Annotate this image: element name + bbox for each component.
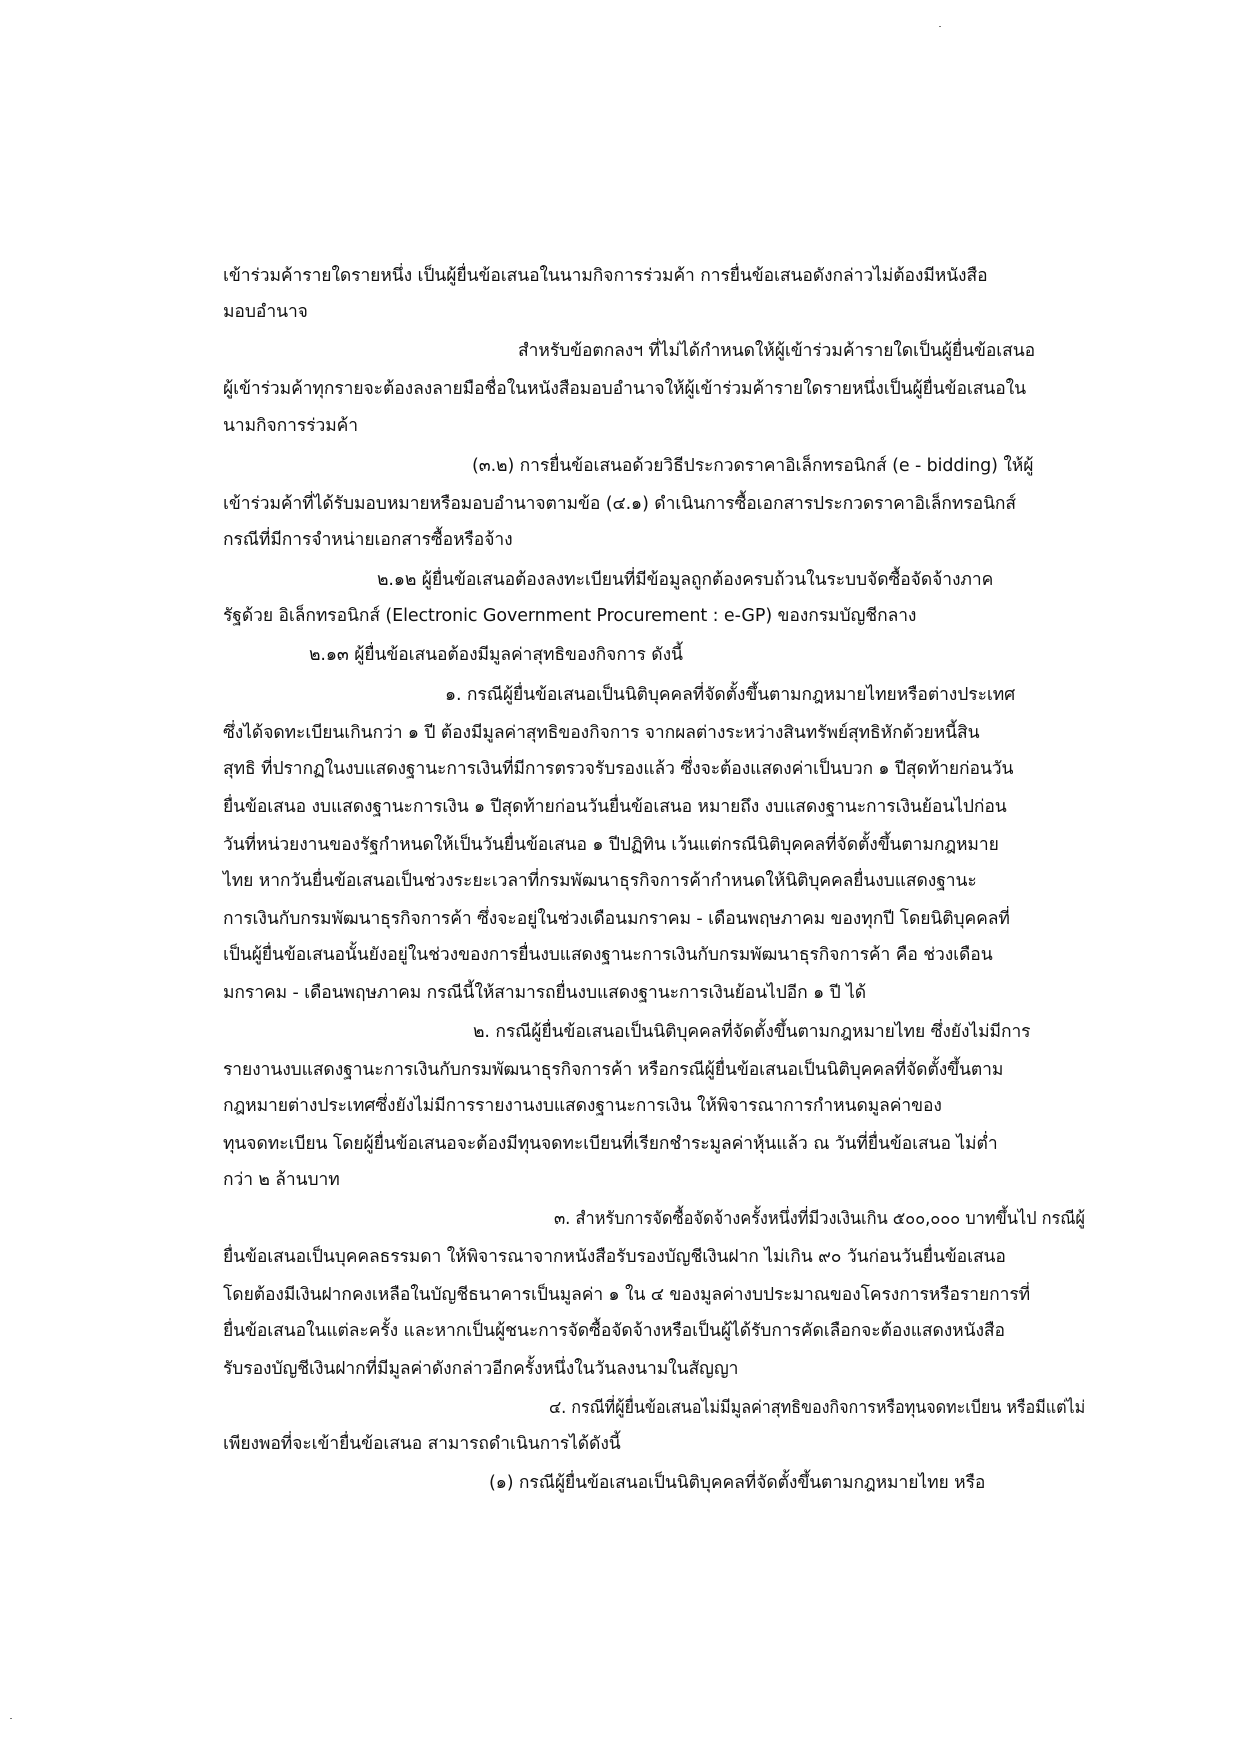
text-line: ๔. กรณีที่ผู้ยื่นข้อเสนอไม่มีมูลค่าสุทธิของกิจการหรือทุนจดทะเบียน หรือมีแต่ไม่ [549,1398,1086,1418]
text-line: ยื่นข้อเสนอ งบแสดงฐานะการเงิน ๑ ปีสุดท้ายก่อนวันยื่นข้อเสนอ หมายถึง งบแสดงฐานะการเงินย้อนไปก่อน [223,797,1007,817]
text-line: ซึ่งได้จดทะเบียนเกินกว่า ๑ ปี ต้องมีมูลค่าสุทธิของกิจการ จากผลต่างระหว่างสินทรัพย์สุทธิหักด้วยหนี้สิน [223,723,980,743]
text-line: การเงินกับกรมพัฒนาธุรกิจการค้า ซึ่งจะอยู่ในช่วงเดือนมกราคม - เดือนพฤษภาคม ของทุกปี โดยนิติบุคคลที่ [223,909,1010,929]
text-line: วันที่หน่วยงานของรัฐกำหนดให้เป็นวันยื่นข้อเสนอ ๑ ปีปฏิทิน เว้นแต่กรณีนิติบุคคลที่จัดตั้งขึ้นตามกฎหมาย [223,835,999,855]
text-line: ๒.๑๒ ผู้ยื่นข้อเสนอต้องลงทะเบียนที่มีข้อมูลถูกต้องครบถ้วนในระบบจัดซื้อจัดจ้างภาค [377,570,994,590]
text-line: มอบอำนาจ [223,302,308,322]
scan-speck [10,1718,12,1719]
text-line: (๑) กรณีผู้ยื่นข้อเสนอเป็นนิติบุคคลที่จัดตั้งขึ้นตามกฎหมายไทย หรือ [489,1473,986,1493]
text-line: นามกิจการร่วมค้า [223,416,358,436]
text-line: มกราคม - เดือนพฤษภาคม กรณีนี้ให้สามารถยื่นงบแสดงฐานะการเงินย้อนไปอีก ๑ ปี ได้ [223,983,867,1003]
text-line: ไทย หากวันยื่นข้อเสนอเป็นช่วงระยะเวลาที่กรมพัฒนาธุรกิจการค้ากำหนดให้นิติบุคคลยื่นงบแสดงฐานะ [223,871,977,891]
text-line: เพียงพอที่จะเข้ายื่นข้อเสนอ สามารถดำเนินการได้ดังนี้ [223,1434,621,1454]
text-line: เป็นผู้ยื่นข้อเสนอนั้นยังอยู่ในช่วงของการยื่นงบแสดงฐานะการเงินกับกรมพัฒนาธุรกิจการค้า คือ ช่วงเดือน [223,945,993,965]
text-line: ยื่นข้อเสนอในแต่ละครั้ง และหากเป็นผู้ชนะการจัดซื้อจัดจ้างหรือเป็นผู้ได้รับการคัดเลือกจะต้องแสดงหนังสือ [223,1321,1005,1341]
text-line: กว่า ๒ ล้านบาท [223,1170,340,1190]
text-line: เข้าร่วมค้ารายใดรายหนึ่ง เป็นผู้ยื่นข้อเสนอในนามกิจการร่วมค้า การยื่นข้อเสนอดังกล่าวไม่ต้องมีหนังสือ [223,266,988,286]
text-line: ๒.๑๓ ผู้ยื่นข้อเสนอต้องมีมูลค่าสุทธิของกิจการ ดังนี้ [309,645,683,665]
text-line: ๓. สำหรับการจัดซื้อจัดจ้างครั้งหนึ่งที่มีวงเงินเกิน ๕๐๐,๐๐๐ บาทขึ้นไป กรณีผู้ [554,1209,1085,1229]
scan-speck [939,26,941,27]
text-line: รัฐด้วย อิเล็กทรอนิกส์ (Electronic Government Procurement : e-GP) ของกรมบัญชีกลาง [223,606,917,626]
text-line: สุทธิ ที่ปรากฏในงบแสดงฐานะการเงินที่มีการตรวจรับรองแล้ว ซึ่งจะต้องแสดงค่าเป็นบวก ๑ ปีสุดท้ายก่อนวัน [223,759,1014,779]
text-line: สำหรับข้อตกลงฯ ที่ไม่ได้กำหนดให้ผู้เข้าร่วมค้ารายใดเป็นผู้ยื่นข้อเสนอ [518,341,1035,361]
text-line: โดยต้องมีเงินฝากคงเหลือในบัญชีธนาคารเป็นมูลค่า ๑ ใน ๔ ของมูลค่างบประมาณของโครงการหรือรายการที่ [223,1285,1031,1305]
text-line: ๑. กรณีผู้ยื่นข้อเสนอเป็นนิติบุคคลที่จัดตั้งขึ้นตามกฎหมายไทยหรือต่างประเทศ [445,685,1016,705]
text-line: รายงานงบแสดงฐานะการเงินกับกรมพัฒนาธุรกิจการค้า หรือกรณีผู้ยื่นข้อเสนอเป็นนิติบุคคลที่จัดตั้งขึ้นตาม [223,1060,1004,1080]
text-line: รับรองบัญชีเงินฝากที่มีมูลค่าดังกล่าวอีกครั้งหนึ่งในวันลงนามในสัญญา [223,1359,739,1379]
text-line: กรณีที่มีการจำหน่ายเอกสารซื้อหรือจ้าง [223,530,513,550]
text-line: เข้าร่วมค้าที่ได้รับมอบหมายหรือมอบอำนาจตามข้อ (๔.๑) ดำเนินการซื้อเอกสารประกวดราคาอิเล็กทรอนิกส์ [223,494,1017,514]
text-line: ๒. กรณีผู้ยื่นข้อเสนอเป็นนิติบุคคลที่จัดตั้งขึ้นตามกฎหมายไทย ซึ่งยังไม่มีการ [473,1022,1031,1042]
text-line: กฎหมายต่างประเทศซึ่งยังไม่มีการรายงานงบแสดงฐานะการเงิน ให้พิจารณาการกำหนดมูลค่าของ [223,1096,942,1116]
text-line: (๓.๒) การยื่นข้อเสนอด้วยวิธีประกวดราคาอิเล็กทรอนิกส์ (e - bidding) ให้ผู้ [472,456,1034,476]
text-line: ยื่นข้อเสนอเป็นบุคคลธรรมดา ให้พิจารณาจากหนังสือรับรองบัญชีเงินฝาก ไม่เกิน ๙๐ วันก่อนวันยื่นข้อเสนอ [223,1247,1006,1267]
text-line: ทุนจดทะเบียน โดยผู้ยื่นข้อเสนอจะต้องมีทุนจดทะเบียนที่เรียกชำระมูลค่าหุ้นแล้ว ณ วันที่ยื่นข้อเสนอ ไม่ต่ำ [223,1134,998,1154]
text-line: ผู้เข้าร่วมค้าทุกรายจะต้องลงลายมือชื่อในหนังสือมอบอำนาจให้ผู้เข้าร่วมค้ารายใดรายหนึ่งเป็นผู้ยื่นข้อเสนอใน [223,379,1026,399]
